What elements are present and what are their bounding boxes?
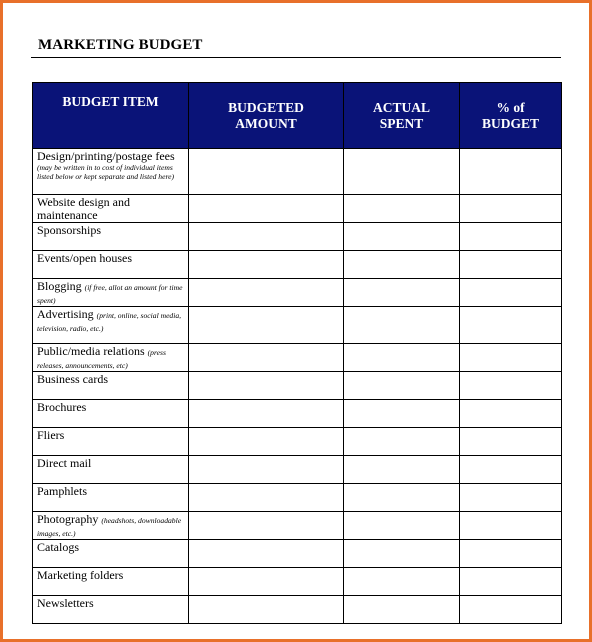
budgeted-amount-cell[interactable] <box>189 344 344 372</box>
budget-item-cell <box>33 251 189 279</box>
header-percent-of-budget <box>460 83 562 149</box>
document-title: MARKETING BUDGET <box>38 37 203 53</box>
table-row <box>33 456 562 484</box>
percent-of-budget-cell[interactable] <box>460 251 562 279</box>
percent-of-budget-cell[interactable] <box>460 307 562 344</box>
budgeted-amount-cell[interactable] <box>189 540 344 568</box>
table-row <box>33 512 562 540</box>
header-label: BUDGET <box>481 115 539 131</box>
header-label: SPENT <box>379 115 424 131</box>
actual-spent-cell[interactable] <box>344 279 460 307</box>
actual-spent-cell[interactable] <box>344 512 460 540</box>
budget-item-note: (press releases, announcements, etc) <box>37 348 166 370</box>
budget-item-text <box>37 195 188 222</box>
actual-spent-cell[interactable] <box>344 344 460 372</box>
budget-item-cell <box>33 279 189 307</box>
actual-spent-cell[interactable] <box>344 456 460 484</box>
percent-of-budget-cell[interactable] <box>460 279 562 307</box>
budget-item-label: Photography <box>37 512 99 526</box>
actual-spent-cell[interactable] <box>344 428 460 456</box>
budget-item-text <box>37 540 188 554</box>
budget-item-note: (may be written in to cost of individual items listed below or kept separate and listed here) <box>37 163 175 181</box>
budget-item-label: Events/open houses <box>37 251 132 265</box>
actual-spent-cell[interactable] <box>344 307 460 344</box>
actual-spent-cell[interactable] <box>344 400 460 428</box>
budgeted-amount-cell[interactable] <box>189 279 344 307</box>
table-row <box>33 251 562 279</box>
header-row <box>33 83 562 149</box>
budget-item-cell <box>33 484 189 512</box>
budgeted-amount-cell[interactable] <box>189 195 344 223</box>
budget-item-label: Pamphlets <box>37 484 87 498</box>
budget-item-cell <box>33 596 189 624</box>
percent-of-budget-cell[interactable] <box>460 456 562 484</box>
budgeted-amount-cell[interactable] <box>189 251 344 279</box>
actual-spent-cell[interactable] <box>344 195 460 223</box>
budget-item-cell <box>33 372 189 400</box>
budget-item-label: Sponsorships <box>37 223 102 237</box>
budget-item-text <box>37 307 188 334</box>
header-budget-item <box>33 83 189 149</box>
header-actual-spent <box>344 83 460 149</box>
budget-item-label: Blogging <box>37 279 82 293</box>
table-row <box>33 195 562 223</box>
table-row <box>33 484 562 512</box>
table-row <box>33 540 562 568</box>
budget-item-text <box>37 456 188 470</box>
table-row <box>33 344 562 372</box>
table-row <box>33 372 562 400</box>
budget-item-label: Brochures <box>37 400 87 414</box>
table-row <box>33 428 562 456</box>
header-label: % of <box>496 99 525 115</box>
table-row <box>33 223 562 251</box>
budget-item-text <box>37 279 188 306</box>
budget-item-cell <box>33 540 189 568</box>
budgeted-amount-cell[interactable] <box>189 428 344 456</box>
budget-item-label: Catalogs <box>37 540 79 554</box>
budgeted-amount-cell[interactable] <box>189 596 344 624</box>
budget-item-cell <box>33 456 189 484</box>
actual-spent-cell[interactable] <box>344 251 460 279</box>
percent-of-budget-cell[interactable] <box>460 149 562 195</box>
budget-item-label: Advertising <box>37 307 94 321</box>
budget-item-text <box>37 344 188 371</box>
percent-of-budget-cell[interactable] <box>460 372 562 400</box>
table-row <box>33 568 562 596</box>
budget-item-cell <box>33 512 189 540</box>
budget-item-text <box>37 568 188 582</box>
table-row <box>33 596 562 624</box>
budget-item-note: (print, online, social media, television, radio, etc.) <box>37 311 182 333</box>
budgeted-amount-cell[interactable] <box>189 484 344 512</box>
actual-spent-cell[interactable] <box>344 568 460 596</box>
budget-item-text <box>37 512 188 539</box>
budget-item-label: Newsletters <box>37 596 94 610</box>
header-label: BUDGETED <box>228 99 304 115</box>
budget-item-label: Direct mail <box>37 456 92 470</box>
budget-table <box>32 82 562 624</box>
percent-of-budget-cell[interactable] <box>460 400 562 428</box>
budgeted-amount-cell[interactable] <box>189 149 344 195</box>
percent-of-budget-cell[interactable] <box>460 568 562 596</box>
budgeted-amount-cell[interactable] <box>189 307 344 344</box>
actual-spent-cell[interactable] <box>344 223 460 251</box>
percent-of-budget-cell[interactable] <box>460 596 562 624</box>
header-label: ACTUAL <box>372 99 430 115</box>
budget-item-note: (if free, allot an amount for time spent) <box>37 283 183 305</box>
budget-item-cell <box>33 400 189 428</box>
percent-of-budget-cell[interactable] <box>460 344 562 372</box>
budget-item-text <box>37 372 188 386</box>
budget-item-cell <box>33 195 189 223</box>
percent-of-budget-cell[interactable] <box>460 484 562 512</box>
header-label: AMOUNT <box>235 115 297 131</box>
budget-item-cell <box>33 344 189 372</box>
actual-spent-cell[interactable] <box>344 596 460 624</box>
budgeted-amount-cell[interactable] <box>189 400 344 428</box>
percent-of-budget-cell[interactable] <box>460 428 562 456</box>
budget-item-text <box>37 149 188 181</box>
budgeted-amount-cell[interactable] <box>189 456 344 484</box>
budget-item-label: Public/media relations <box>37 344 145 358</box>
percent-of-budget-cell[interactable] <box>460 223 562 251</box>
percent-of-budget-cell[interactable] <box>460 540 562 568</box>
budget-item-text <box>37 428 188 442</box>
percent-of-budget-cell[interactable] <box>460 512 562 540</box>
budget-table-body <box>33 149 562 624</box>
actual-spent-cell[interactable] <box>344 372 460 400</box>
actual-spent-cell[interactable] <box>344 149 460 195</box>
actual-spent-cell[interactable] <box>344 540 460 568</box>
budget-item-cell <box>33 149 189 195</box>
budget-item-note: (headshots, downloadable images, etc.) <box>37 516 182 538</box>
actual-spent-cell[interactable] <box>344 484 460 512</box>
budget-item-text <box>37 400 188 414</box>
table-row <box>33 400 562 428</box>
table-row <box>33 149 562 195</box>
title-underline <box>31 57 561 58</box>
budget-item-label: Website design and maintenance <box>37 195 131 222</box>
budget-item-text <box>37 223 188 237</box>
budget-item-cell <box>33 223 189 251</box>
budget-item-cell <box>33 307 189 344</box>
budget-item-text <box>37 484 188 498</box>
budget-item-label: Business cards <box>37 372 108 386</box>
budget-item-text <box>37 596 188 610</box>
budgeted-amount-cell[interactable] <box>189 512 344 540</box>
table-row <box>33 307 562 344</box>
budget-item-cell <box>33 428 189 456</box>
budgeted-amount-cell[interactable] <box>189 223 344 251</box>
percent-of-budget-cell[interactable] <box>460 195 562 223</box>
budget-item-cell <box>33 568 189 596</box>
budget-item-label: Design/printing/postage fees <box>37 149 175 163</box>
budget-item-label: Fliers <box>37 428 65 442</box>
header-label: BUDGET ITEM <box>62 94 159 109</box>
header-budgeted-amount <box>189 83 344 149</box>
table-row <box>33 279 562 307</box>
budget-item-text <box>37 251 188 265</box>
budgeted-amount-cell[interactable] <box>189 568 344 596</box>
budget-item-label: Marketing folders <box>37 568 124 582</box>
budgeted-amount-cell[interactable] <box>189 372 344 400</box>
